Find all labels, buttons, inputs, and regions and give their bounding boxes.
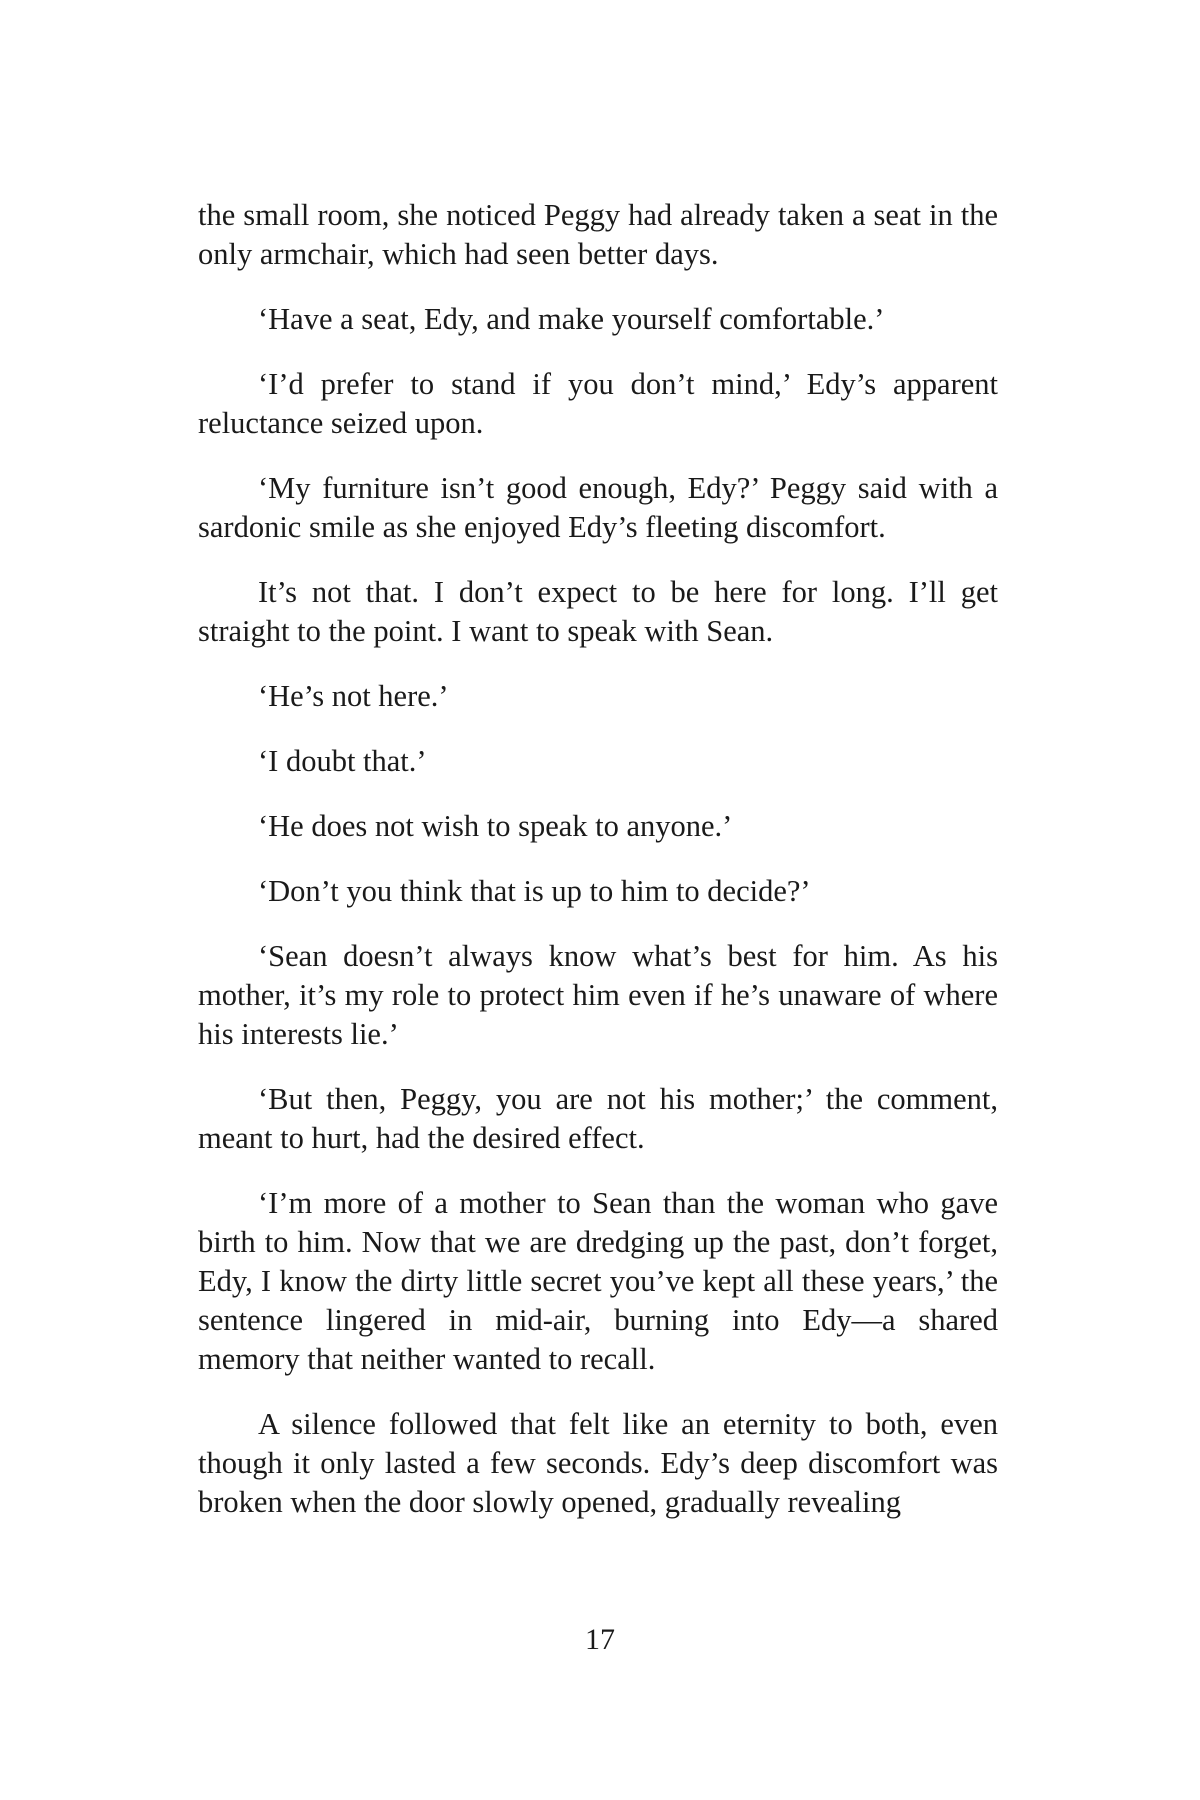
paragraph-5: It’s not that. I don’t expect to be here for long. I’ll get straight to the point. I want to speak with Sean.	[198, 575, 998, 648]
paragraph-11: ‘But then, Peggy, you are not his mother;’ the comment, meant to hurt, had the desired effect.	[198, 1082, 998, 1155]
paragraph-1: the small room, she noticed Peggy had already taken a seat in the only armchair, which had seen better days.	[198, 198, 998, 271]
paragraph-8: ‘He does not wish to speak to anyone.’	[258, 809, 733, 843]
page-number: 17	[585, 1623, 615, 1656]
paragraph-9: ‘Don’t you think that is up to him to decide?’	[258, 874, 811, 908]
paragraph-10: ‘Sean doesn’t always know what’s best for him. As his mother, it’s my role to protect him even if he’s unaware of where his interests lie.’	[198, 939, 998, 1051]
paragraph-13: A silence followed that felt like an eternity to both, even though it only lasted a few seconds. Edy’s deep discomfort was broken when the door slowly opened, gradually revealing	[198, 1407, 998, 1519]
body-text	[198, 196, 998, 1548]
paragraph-4: ‘My furniture isn’t good enough, Edy?’ Peggy said with a sardonic smile as she enjoyed Edy’s fleeting discomfort.	[198, 471, 998, 544]
paragraph-7: ‘I doubt that.’	[258, 744, 427, 778]
paragraph-3: ‘I’d prefer to stand if you don’t mind,’ Edy’s apparent reluctance seized upon.	[198, 367, 998, 440]
paragraph-6: ‘He’s not here.’	[258, 679, 449, 713]
paragraph-12: ‘I’m more of a mother to Sean than the woman who gave birth to him. Now that we are dredging up the past, don’t forget, Edy, I know the dirty little secret you’ve kept all these years,’ the sentence lingered in mid-air, burning into Edy—a shared memory that neither wanted to recall.	[198, 1186, 998, 1376]
paragraph-2: ‘Have a seat, Edy, and make yourself comfortable.’	[258, 302, 885, 336]
